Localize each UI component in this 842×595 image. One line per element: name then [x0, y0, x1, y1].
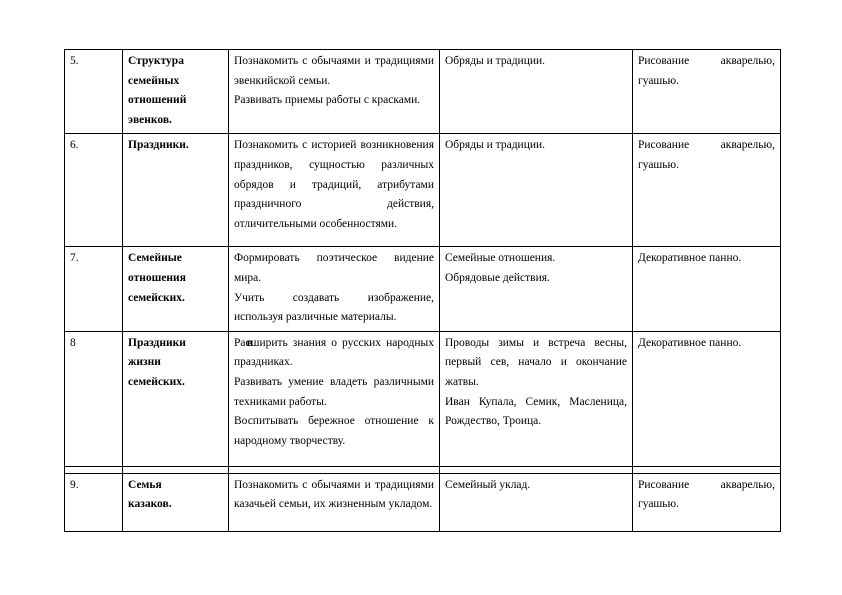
- content-text: Иван Купала, Семик, Масленица, Рождество, Троица.: [445, 395, 627, 428]
- content-text: Обрядовые действия.: [445, 271, 550, 284]
- goal-text: Развивать приемы работы с красками.: [234, 94, 421, 107]
- activity-cell: Декоративное панно.: [633, 247, 781, 331]
- topic-line: Структура: [128, 55, 184, 67]
- topic-line: Семья: [128, 478, 162, 491]
- goal-text: Познакомить с обычаями и традициями эвенкийской семьи.: [234, 55, 434, 87]
- topic-line: эвенков.: [128, 113, 172, 126]
- topic-line: семейских.: [128, 291, 185, 304]
- goals-cell: [229, 331, 440, 466]
- row-number: 5.: [65, 50, 123, 134]
- table-row: [65, 134, 781, 247]
- topic-line: отношения: [128, 271, 186, 284]
- table-row: [65, 50, 781, 134]
- goals-cell: [229, 134, 440, 247]
- topic-cell: [123, 134, 229, 247]
- content-text: Семейный уклад.: [445, 478, 531, 491]
- content-cell: [440, 247, 633, 331]
- row-number: 6.: [65, 134, 123, 247]
- goal-text: Расширить знания о русских народных праздниках.: [234, 336, 434, 369]
- goals-cell: [229, 247, 440, 331]
- content-text: Проводы зимы и встреча весны, первый сев, начало и окончание жатвы.: [445, 336, 627, 388]
- row-separator: [65, 466, 781, 473]
- content-cell: [440, 331, 633, 466]
- topic-line: семейных: [128, 74, 180, 87]
- content-cell: [440, 50, 633, 134]
- activity-cell: Рисование акварелью, гуашью.: [633, 134, 781, 247]
- topic-cell: [123, 473, 229, 531]
- topic-cell: [123, 50, 229, 134]
- topic-line: Семейные: [128, 252, 182, 265]
- table-row: [65, 473, 781, 531]
- goals-cell: [229, 50, 440, 134]
- topic-line: казаков.: [128, 498, 172, 511]
- goal-text: Учить создавать изображение, используя различные материалы.: [234, 291, 434, 324]
- content-cell: [440, 473, 633, 531]
- row-number: 7.: [65, 247, 123, 331]
- goal-text: Воспитывать бережное отношение к народному творчеству.: [234, 415, 434, 447]
- activity-cell: Декоративное панно.: [633, 331, 781, 466]
- goal-text: Развивать умение владеть различными техниками работы.: [234, 375, 434, 408]
- row-number: 9.: [65, 473, 123, 531]
- topic-cell: [123, 331, 253, 466]
- topic-line: Праздники в: [128, 336, 253, 349]
- activity-cell: Рисование акварелью, гуашью.: [633, 473, 781, 531]
- content-cell: [440, 134, 633, 247]
- goal-text: Формировать поэтическое видение мира.: [234, 252, 434, 284]
- goal-text: Познакомить с обычаями и традициями казачьей семьи, их жизненным укладом.: [234, 478, 434, 511]
- topic-line: семейских.: [128, 375, 185, 388]
- topic-line: Праздники.: [128, 139, 189, 152]
- content-text: Обряды и традиции.: [445, 55, 546, 67]
- goals-cell: [229, 473, 440, 531]
- goal-text: Познакомить с историей возникновения праздников, сущностью различных обрядов и традиций, атрибутами праздничного действия, отличительными особенностями.: [234, 139, 434, 230]
- table-row: [65, 247, 781, 331]
- topic-line: отношений: [128, 94, 187, 107]
- content-text: Обряды и традиции.: [445, 139, 546, 152]
- topic-line: жизни: [128, 356, 161, 369]
- lesson-plan-table: [64, 49, 781, 532]
- topic-cell: [123, 247, 229, 331]
- table-row: [65, 331, 781, 466]
- row-number: 8: [65, 331, 123, 466]
- activity-cell: Рисование акварелью, гуашью.: [633, 50, 781, 134]
- content-text: Семейные отношения.: [445, 252, 556, 265]
